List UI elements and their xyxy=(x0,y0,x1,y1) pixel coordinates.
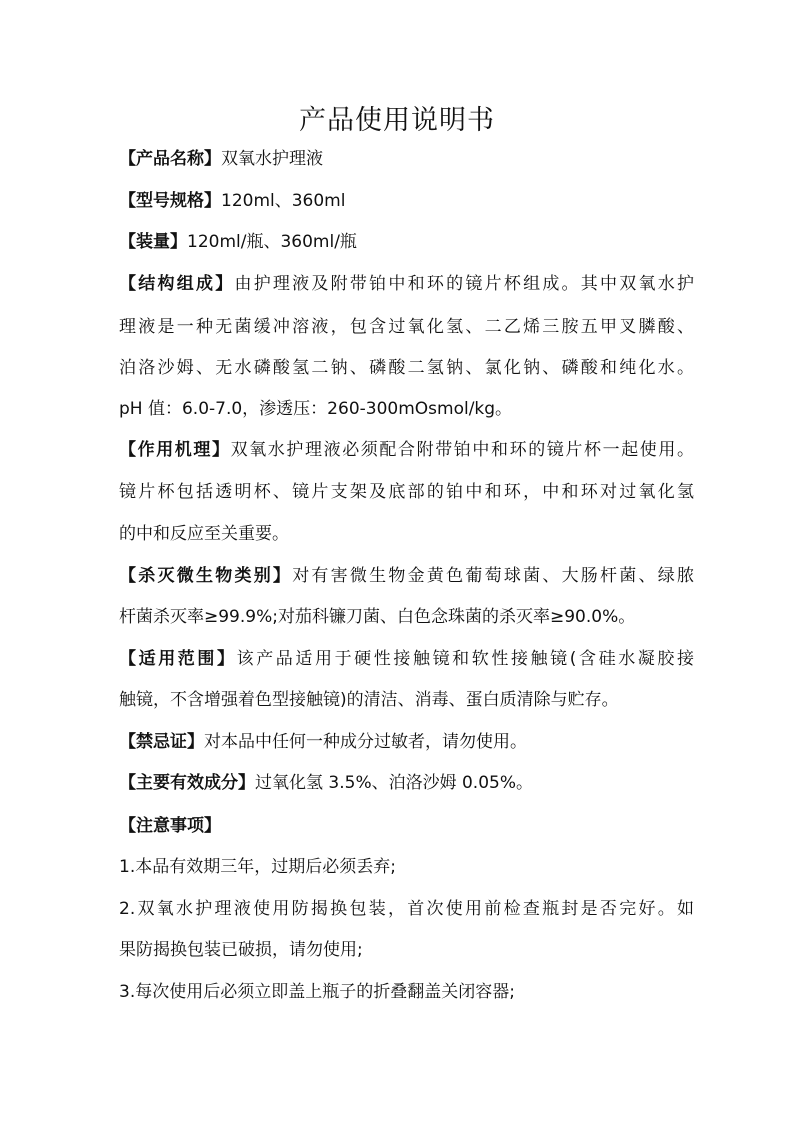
ingredients-value: 过氧化氢 3.5%、泊洛沙姆 0.05%。 xyxy=(255,773,534,793)
model-label: 【型号规格】 xyxy=(119,191,221,211)
product-name-label: 【产品名称】 xyxy=(119,149,221,169)
packaging-row xyxy=(119,231,694,253)
scope-row-2: 触镜，不含增强着色型接触镜)的清洁、消毒、蛋白质清除与贮存。 xyxy=(119,690,619,710)
contraindication-row xyxy=(119,731,694,753)
ingredients-label: 【主要有效成分】 xyxy=(119,773,255,793)
mechanism-row-3: 的中和反应至关重要。 xyxy=(119,524,289,544)
mechanism-row-1 xyxy=(119,439,694,461)
packaging-value: 120ml/瓶、360ml/瓶 xyxy=(187,232,357,252)
microbe-text-1: 对有害微生物金黄色葡萄球菌、大肠杆菌、绿脓 xyxy=(292,566,695,586)
structure-label: 【结构组成】 xyxy=(119,274,235,294)
microbe-row-2: 杆菌杀灭率≥99.9%;对茄科镰刀菌、白色念珠菌的杀灭率≥90.0%。 xyxy=(119,607,636,627)
notes-heading xyxy=(119,815,694,837)
product-name-row xyxy=(119,148,694,170)
model-value: 120ml、360ml xyxy=(221,191,346,211)
scope-row-1 xyxy=(119,648,694,670)
notes-label: 【注意事项】 xyxy=(119,816,221,836)
structure-row-3: 泊洛沙姆、无水磷酸氢二钠、磷酸二氢钠、氯化钠、磷酸和纯化水。 xyxy=(119,358,694,378)
packaging-label: 【装量】 xyxy=(119,232,187,252)
microbe-row-1 xyxy=(119,565,694,587)
note-item-3: 3.每次使用后必须立即盖上瓶子的折叠翻盖关闭容器; xyxy=(119,982,515,1002)
structure-text-1: 由护理液及附带铂中和环的镜片杯组成。其中双氧水护 xyxy=(234,274,695,294)
note-item-2-line-2: 果防揭换包装已破损，请勿使用; xyxy=(119,940,363,960)
ingredients-row xyxy=(119,772,694,794)
microbe-label: 【杀灭微生物类别】 xyxy=(119,566,293,586)
model-row xyxy=(119,190,694,212)
note-item-1: 1.本品有效期三年，过期后必须丢弃; xyxy=(119,857,396,877)
scope-label: 【适用范围】 xyxy=(119,649,237,669)
contraindication-value: 对本品中任何一种成分过敏者，请勿使用。 xyxy=(204,732,527,752)
document-title: 产品使用说明书 xyxy=(299,105,495,136)
contraindication-label: 【禁忌证】 xyxy=(119,732,204,752)
mechanism-text-1: 双氧水护理液必须配合附带铂中和环的镜片杯一起使用。 xyxy=(230,440,695,460)
mechanism-label: 【作用机理】 xyxy=(119,440,231,460)
scope-text-1: 该产品适用于硬性接触镜和软性接触镜(含硅水凝胶接 xyxy=(236,649,694,669)
mechanism-row-2: 镜片杯包括透明杯、镜片支架及底部的铂中和环，中和环对过氧化氢 xyxy=(119,482,694,502)
structure-row-2: 理液是一种无菌缓冲溶液，包含过氧化氢、二乙烯三胺五甲叉膦酸、 xyxy=(119,317,694,337)
product-name-value: 双氧水护理液 xyxy=(221,149,323,169)
structure-row-4: pH 值：6.0-7.0，渗透压：260-300mOsmol/kg。 xyxy=(119,399,513,419)
note-item-2-line-1: 2.双氧水护理液使用防揭换包装，首次使用前检查瓶封是否完好。如 xyxy=(119,899,694,919)
structure-row-1 xyxy=(119,273,694,295)
